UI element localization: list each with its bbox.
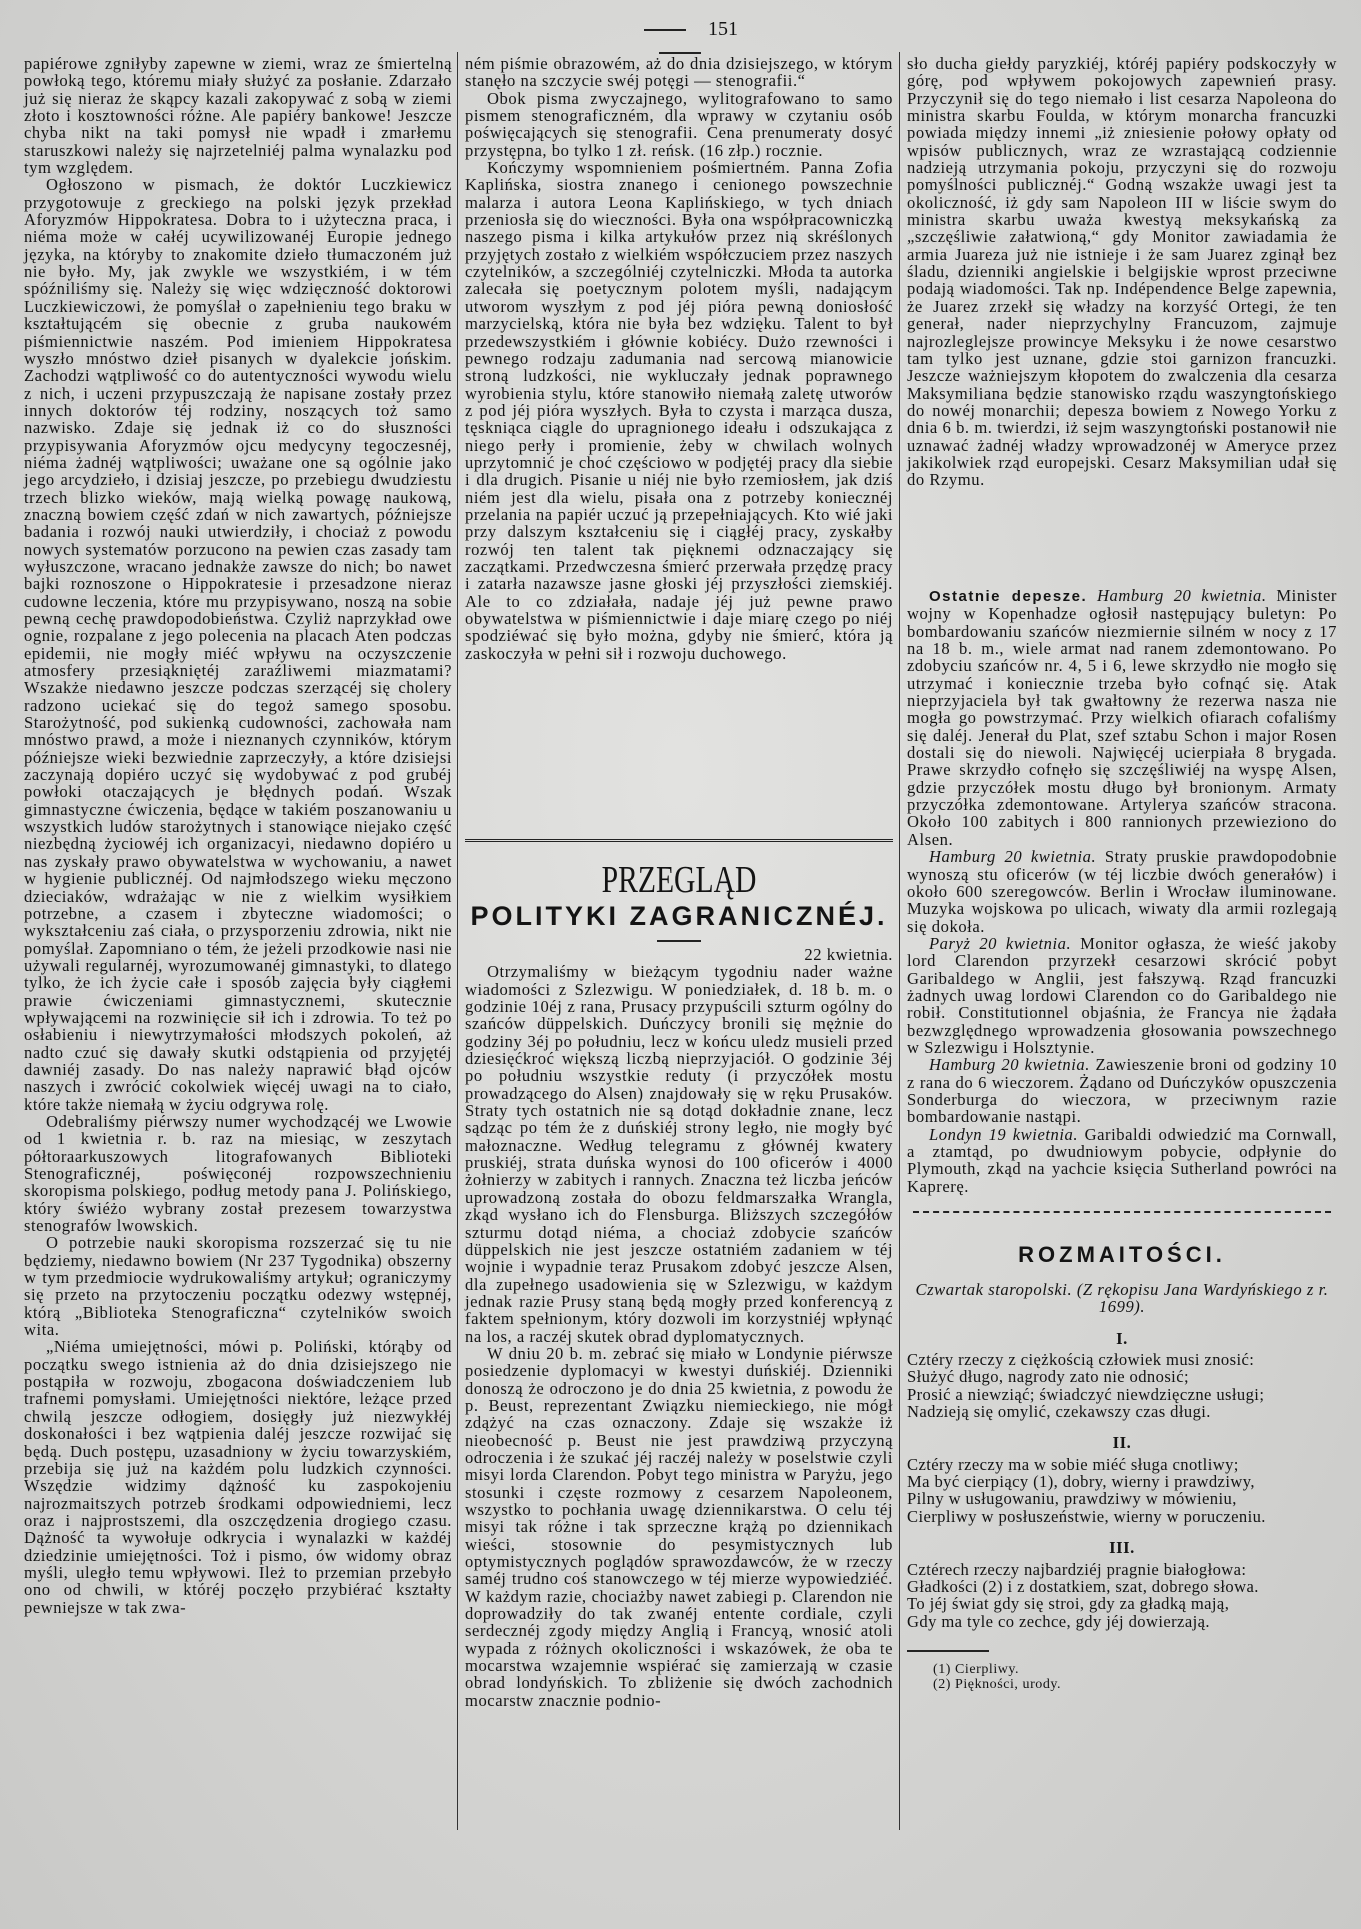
dispatch-dateline: Paryż 20 kwietnia. (929, 933, 1072, 953)
stanza-numeral: III. (1109, 1538, 1135, 1558)
paragraph: Obok pisma zwyczajnego, wylitografowano to samo pismem stenograficzném, dla wprawy w czytaniu osób poświęcających się stenografii. Cena prenumeraty dosyć przystępna, bo tylko 1 zł. reńsk. (16 złp.) rocznie. (465, 88, 893, 160)
verse-line: Cztéry rzeczy ma w sobie miéć sługa cnotliwy; (907, 1454, 1239, 1474)
dispatch-text: Straty pruskie prawdopodobnie wynoszą stu oficerów (w téj liczbie dwóch generałów) i około 600 szeregowców. Berlin i Wrocław iluminowane. Muzyka wojskowa po ulicach, wiwaty dla armii rozlegają się dokoła. (907, 847, 1337, 936)
dispatch (907, 848, 1337, 935)
verse-line: Służyć długo, nagrody zato nie odnosić; (907, 1367, 1189, 1387)
paragraph: papiérowe zgniłyby zapewne w ziemi, wraz ze śmiertelną powłoką tego, któremu miały służyć za posłanie. Zdarzało już się nieraz że skąpcy kazali zakopywać z sobą w ziemi złoto i kosztowności różne. Ale papiéry bankowe! Jeszcze chyba nikt na taki pomysł nie wpadł i zmarłemu staruszkowi należy się najrzetelniéj palma wynalazku pod tym względem. (24, 54, 452, 178)
dispatch-dateline: Hamburg 20 kwietnia. (1097, 586, 1267, 605)
dispatch (907, 1126, 1337, 1195)
news-section (907, 55, 1337, 587)
column-rule (899, 52, 900, 1830)
article-date: 22 kwietnia. (804, 945, 893, 964)
stanza-numeral: I. (1116, 1328, 1128, 1348)
verse-line: Nadzieją się omylić, czekawszy czas długi. (907, 1402, 1211, 1422)
miscellany-subtitle: Czwartak staropolski. (Z rękopisu Jana Wardyńskiego z r. 1699). (915, 1280, 1329, 1317)
verse-line: To jéj świat gdy się stroi, gdy za gładką mają, (907, 1594, 1230, 1614)
verse-line: Ma być cierpiący (1), dobry, wierny i prawdziwy, (907, 1472, 1255, 1492)
dispatch-dateline: Hamburg 20 kwietnia. (929, 847, 1097, 867)
verse-line: Prosić a niewziąć; świadczyć niewdzięczne usługi; (907, 1384, 1265, 1404)
footnote-divider (907, 1650, 989, 1652)
verse-line: Pilny w usługowaniu, prawdziwy w mówieniu, (907, 1489, 1237, 1509)
dispatch-dateline: Hamburg 20 kwietnia. (929, 1055, 1090, 1075)
obituary-section (465, 55, 893, 825)
dispatch-text: Garibaldi odwiedzić ma Cornwall, a ztamtąd, po dwudniowym pobycie, odpłynie do Plymouth, zkąd na yachcie księcia Sutherland powróci na Kaprerę. (907, 1124, 1337, 1196)
section-title: PRZEGLĄD (601, 859, 757, 901)
paragraph: Kończymy wspomnieniem pośmiertném. Panna Zofia Kaplińska, siostra znanego i cenionego powszechnie malarza i autora Leona Kaplińskiego, w tych dniach przeniosła się do wieczności. Była ona współpracowniczką naszego pisma i kilka artykułów przez nią skréślonych przyjętych zostało z wielkiém współczuciem przez naszych czytelników, a szczególniéj czytelniczki. Młoda ta autorka zalecała się poetycznym polotem myśli, nadającym utworom wyszłym z pod jéj pióra pewną doniosłość marzycielską, która nie była bez wdzięku. Talent to był przedewszystkiém i głównie kobiécy. Dużo rzewności i pewnego rodzaju zadumania nad sercową mianowicie stroną ludzkości, nie wykluczały jednak poprawnego wyrobienia stylu, które stanowiło niemałą zaletę utworów z pod jéj pióra wyszłych. Była to czysta i marząca dusza, tęskniąca ciągle do upragnionego ideału i odszukająca z niego perły i promienie, żeby w chwilach wolnych uprzytomnić je choć częściowo w podjętéj pracy dla siebie i dla drugich. Pisanie u niéj nie było rzemiosłem, jak dziś niém jest dla wielu, pisała ona z potrzeby koniecznéj przelania na papiér uczuć ją przepełniających. Kto wié jaki przy dalszym kształceniu się i ciągłéj pracy, zyskałby rozwój ten talent tak pięknemi odznaczający się zaczątkami. Przedwczesna śmierć przerwała przędzę pracy i zatarła nazawsze jasne głoski jéj przyszłości ziemskiéj. Ale to co zdziałała, nadaje jéj już pewne prawo obywatelstwa w piśmiennictwie i daje miarę czego po niéj spodziéwać się było można, gdyby nie śmierć, która ją zaskoczyła w pełni sił i rozwoju duchowego. (465, 158, 893, 663)
dispatch-dateline: Londyn 19 kwietnia. (929, 1124, 1079, 1144)
section-subtitle: POLITYKI ZAGRANICZNÉJ. (470, 901, 888, 931)
page-number-text: 151 (708, 18, 738, 40)
paragraph: sło ducha giełdy paryzkiéj, któréj papiéry podskoczyły w górę, pod wpływem pokojowych zapewnień prasy. Przyczynił się do tego niemało i list cesarza Napoleona do ministra skarbu Foulda, w którym monarcha francuzki powiada między innemi „iż zniesienie połowy opłaty od wpisów publicznych, wraz ze wzrastającą codziennie nadzieją utrzymania pokoju, przyczyni się do rozwoju pomyślności publicznéj.“ Godną wszakże uwagi jest ta okoliczność, iż gdy sam Napoleon III w liście swym do ministra skarbu uważa kwestyą meksykańską za „szczęśliwie załatwioną,“ gdy Monitor zawiadamia że armia Juareza już nie istnieje i że sam Juarez zginął bez śladu, dzienniki angielskie i belgijskie wprost przeciwne podają wiadomości. Tak np. Indépendence Belge zapewnia, że Juarez zrzekł się władzy na korzyść Ortegi, że ten generał, nader nieprzychylny Francuzom, zajmuje najrozleglejsze prowincye Meksyku i że nowe cesarstwo tam tylko jest uznane, gdzie stoi garnizon francuzki. Jeszcze ważniejszym kłopotem do zwalczenia dla cesarza Maksymiliana będzie stanowisko rządu waszyngtońskiego do nowéj monarchii; depesza bowiem z Nowego Yorku z dnia 6 b. m. twierdzi, iż sejm waszyngtoński postanowił nie uznawać żadnéj władzy wprowadzonéj w Ameryce przez jakikolwiek rząd europejski. Cesarz Maksymilian udał się do Rzymu. (907, 54, 1337, 490)
dispatch-text: Zawieszenie broni od godziny 10 z rana do 6 wieczorem. Żądano od Duńczyków opuszczenia Sonderburga do wieczora, w przeciwnym razie bombardowanie nastąpi. (907, 1055, 1337, 1127)
verse-line: Cztérech rzeczy najbardziéj pragnie białogłowa: (907, 1559, 1247, 1579)
paragraph: W dniu 20 b. m. zebrać się miało w Londynie piérwsze posiedzenie dyplomacyi w kwestyi duńskiéj. Dzienniki donoszą że odroczono je do dnia 25 kwietnia, z powodu że p. Beust, reprezentant Związku niemieckiego, nie mógł zdążyć na czas oznaczony. Zdaje się wszakże iż nieobecność p. Beust nie jest prawdziwą przyczyną odroczenia i że szukać jéj raczéj należy w poselstwie czyli misyi lorda Clarendon. Pobyt tego ministra w Paryżu, jego stosunki i częste rozmowy z cesarzem Napoleonem, wszystko to pochłania uwagę dziennikarstwa. O celu téj misyi tak różne i tak sprzeczne krążą po dziennikach wieści, stosownie do pesymistycznych lub optymistycznych poglądów sprawozdawców, że w rzeczy saméj trudno coś stanowczego w téj mierze wypowiedziéć. W każdym razie, chociażby nawet zabiegi p. Clarendon nie doprowadziły do tak zwanéj entente cordiale, czyli serdecznéj zgody między Anglią i Francyą, wnosić atoli wypada z różnych okoliczności i wskazówek, że oba te mocarstwa wzajemnie wspiérać się zamierzają w czasie obrad londyńskich. To zbliżenie się dwóch zachodnich mocarstw znacznie podnio- (465, 1343, 893, 1710)
dispatch (907, 587, 1337, 848)
dispatch-text: Monitor ogłasza, że wieść jakoby lord Clarendon przyrzekł cesarzowi skrócić pobyt Garibaldego w Anglii, jest fałszywą. Rząd francuzki żadnych uwag lordowi Clarendon co do Garibaldego nie robił. Constitutionnel objaśnia, że Francya nie żądała bezwzględnego wprowadzenia głosowania powszechnego w Szlezwigu i Holsztynie. (907, 933, 1337, 1057)
divider (657, 940, 701, 942)
paragraph: Odebraliśmy piérwszy numer wychodzącéj we Lwowie od 1 kwietnia r. b. raz na miesiąc, w zeszytach półtoraarkuszowych litografowanych Biblioteki Stenograficznéj, poświęconéj rozpowszechnieniu skoropisma polskiego, podług metody pana J. Polińskiego, który świéżo wybrany został prezesem towarzystwa stenografów lwowskich. (24, 1111, 452, 1236)
verse-line: Cierpliwy w posłuszeństwie, wierny w poruczeniu. (907, 1506, 1266, 1526)
footnote: (2) Piękności, urody. (933, 1676, 1062, 1692)
dispatches-heading: Ostatnie depesze. (929, 588, 1088, 605)
paragraph: ném piśmie obrazowém, aż do dnia dzisiejszego, w którym stanęło na szczycie swéj potęgi — stenografii.“ (465, 54, 893, 91)
dispatch (907, 935, 1337, 1056)
verse-line: Gładkości (2) i z dostatkiem, szat, dobrego słowa. (907, 1576, 1259, 1596)
footnote: (1) Cierpliwy. (933, 1661, 1020, 1677)
stanza-numeral: II. (1112, 1433, 1132, 1453)
column-1 (24, 55, 452, 1616)
verse-line: Gdy ma tyle co zechce, gdy jéj dowierzają. (907, 1611, 1210, 1631)
section-divider (913, 1211, 1331, 1213)
paragraph: O potrzebie nauki skoropisma rozszerzać się tu nie będziemy, niedawno bowiem (Nr 237 Tygodnika) obszerny w tym przedmiocie wydrukowaliśmy artykuł; ograniczymy się przeto na przytoczeniu początku odezwy wstępnéj, którą „Biblioteka Stenograficzna“ czytelników swoich wita. (24, 1233, 452, 1340)
column-rule (457, 52, 458, 1830)
verse-line: Cztéry rzeczy z ciężkością człowiek musi znosić: (907, 1350, 1255, 1370)
paragraph: „Niéma umiejętności, mówi p. Poliński, którąby od początku swego istnienia aż do dnia dzisiejszego nie postąpiła w rozwoju, zbogacona doświadczeniem lub trafnemi pomysłami. Umiejętności niektóre, leżące przed chwilą jeszcze odłogiem, dosięgły już niezwykłéj doskonałości i bez wątpienia daléj jeszcze rozwijać się będą. Duch postępu, uzasadniony w życiu towarzyskiém, przebija się już na każdém polu ludzkich czynności. Wszędzie widzimy dążność ku zaspokojeniu najrozmaitszych potrzeb środkami odpowiedniemi, lecz oraz i najprostszemi, dla oszczędzenia drogiego czasu. Dążność ta wywołuje odkrycia i wynalazki w każdéj dziedzinie umiejętności. Toż i pismo, ów widomy obraz myśli, uległo temu wpływowi. Ileż to przemian przebyło ono od chwili, w któréj poczęło przybiérać kształty pewniejsze w tak zwa- (24, 1337, 452, 1617)
miscellany-title: ROZMAITOŚCI. (1018, 1242, 1226, 1268)
column-2 (465, 55, 893, 1709)
paragraph: Otrzymaliśmy w bieżącym tygodniu nader ważne wiadomości z Szlezwigu. W poniedziałek, d. 18 b. m. o godzinie 10éj z rana, Prusacy przypuścili szturm ogólny do szańców düppelskich. Duńczycy bronili się mężnie do godziny 3éj po południu, lecz w końcu uledz musieli przed dziesięćkroć większą liczbą nieprzyjaciół. O godzinie 3éj po południu wszystkie reduty (i przyczółek mostu prowadzącego do Alsen) znajdowały się w ręku Prusaków. Straty tych ostatnich nie są dotąd dokładnie znane, lecz sądząc po tém że z duńskiéj strony legło, nie mogły być małoznaczne. Według telegramu z głównéj kwatery pruskiéj, strata duńska wynosi do 100 oficerów i 4000 żołnierzy w zabitych i rannych. Znaczna też liczba jeńców uprowadzoną została do obozu feldmarszałka Wrangla, zkąd wysłano ich do Flensburga. Bliższych szczegółów szturmu dotąd niéma, a chociaż zdobycie szańców düppelskich nie jest jeszcze ostatniém zadaniem w téj wojnie i wypadnie teraz Prusakom zdobyć jeszcze Alsen, dla zupełnego usadowienia się w Szlezwigu, w każdym jednak razie Prusy staną będą mogły przed konferencyą z faktem spełnionym, który dozwoli im korzystniéj wpłynąć na los, a raczéj skutek obrad dyplomatycznych. (465, 962, 893, 1346)
divider (644, 29, 686, 31)
dispatch-text: Minister wojny w Kopenhadze ogłosił następujący buletyn: Po bombardowaniu szańców niezmiernie silném w nocy z 17 na 18 b. m., wiele armat nad ranem zdemontowano. Po zdobyciu szańców nr. 4, 5 i 6, lewe skrzydło nie mogło się utrzymać i koniecznie trzeba było cofnąć się. Atak nieprzyjaciela był tak gwałtowny że rezerwa nasza nie mogła go powstrzymać. Przy wielkich ofiarach cofaliśmy się daléj. Jenerał du Plat, szef sztabu Schon i major Rosen dostali się do niewoli. Najwięcéj ucierpiała 8 brygada. Prawe skrzydło cofnęło się szczęśliwiéj na wyspę Alsen, gdzie przyczółek mostu długo był bronionym. Armaty przyczółka zdemontowane. Artylerya szańców stracona. Około 100 zabitych i 800 rannionych przewieziono do Alsen. (907, 586, 1337, 849)
paragraph: Ogłoszono w pismach, że doktór Luczkiewicz przygotowuje z greckiego na polski język przekład Aforyzmów Hippokratesa. Dobra to i użyteczna praca, i niéma może w całéj ucywilizowanéj Europie jednego języka, na któryby to znakomite dzieło tłumaczoném już nie było. My, jak zwykle we wszystkiém, i w tém spóźniliśmy się. Należy się więc wdzięczność doktorowi Luczkiewiczowi, że pomyślał o zapełnieniu tego braku w kształtującém się obecnie z gruba naukowém piśmiennictwie naszém. Pod imieniem Hippokratesa wyszło mnóstwo dzieł pisanych w dyalekcie jońskim. Zachodzi wątpliwość co do autentyczności wywodu wielu z nich, i uczeni przypuszczają że napisane zostały przez innych doktorów téj rodziny, noszących toż samo nazwisko. Zdaje się jednak iż co do słuszności przypisywania Aforyzmów ojcu medycyny tegoczesnéj, niéma żadnéj wątpliwości; uważane one są ogólnie jako jego arcydzieło, i dzisiaj jeszcze, po przebiegu dwudziestu trzech blizko wieków, mają wielką powagę naukową, znaczną bowiem część zdań w nich zawartych, późniejsze badania i rozwój nauki utwierdziły, i chociaż z powodu nowych systematów porzucono na pewien czas zasady tam wyłuszczone, wracano jednakże zawsze do nich; bo nawet bajki roznoszone o Hippokratesie i przesadzone nieraz cudowne leczenia, które mu przypisywano, noszą na sobie pewną cechę prawdopodobieństwa. Czyliż naprzykład owe ognie, rozpalane z jego polecenia na placach Aten podczas epidemii, nie mogły miéć wpływu na oczyszczenie atmosfery przesiąkniętéj zaraźliwemi miazmatami? Wszakże niedawno jeszcze podczas szerzącéj się cholery radzono uciekać się do tegoż samego sposobu. Starożytność, pod sukienką cudowności, zachowała nam mnóstwo prawd, a może i nieznanych czynników, którym późniejsze wieki bezwiednie zaprzeczyły, a które dzisiejsi zaczynają dopiéro uczyć się wydobywać z pod grubéj powłoki otaczających je błędnych podań. Wszak gimnastyczne ćwiczenia, będące w takiém poszanowaniu u wszystkich ludów starożytnych i stanowiące niejako część niezbędną życiowéj ich organizacyi, niedawno dopiéro u nas zyskały prawo obywatelstwa w wychowaniu, a nawet w hygienie publicznéj. Od najmłodszego wieku męczono dzieciaków, wdrażając w nie z wielkim wysiłkiem potrzebne, a czasem i zbyteczne wiadomości; o wykształceniu zaś ciała, o przysporzeniu zdrowia, nikt nie pomyślał. Zapomniano o tém, że jeżeli przodkowie nasi nie używali regularnéj, wyrozumowanéj gimnastyki, to dlatego tylko, że ich życie całe i sposób zajęcia były ciągłemi prawie ćwiczeniami gimnastycznemi, skutecznie wpływającemi na rozwinięcie sił ich i zdrowia. To też po osłabieniu i niewytrzymałości młodszych pokoleń, aż nadto czuć się dawały skutki odstąpienia od przyjętéj dawniéj zasady. Do nas należy naprawić błąd ojców naszych i zwrócić cokolwiek więcéj uwagi na to ciało, które także niemałą w życiu odgrywa rolę. (24, 175, 452, 1114)
column-3 (907, 55, 1337, 1692)
dispatch (907, 1056, 1337, 1125)
section-divider (465, 839, 893, 842)
